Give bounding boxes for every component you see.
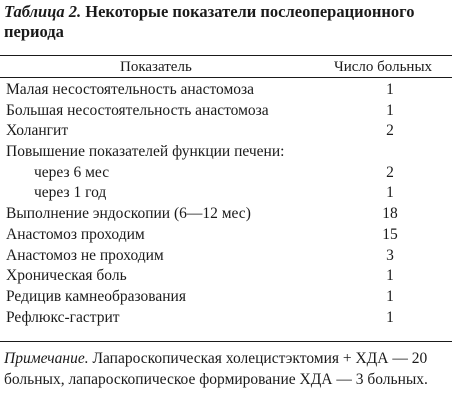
caption-label: Таблица 2. [4, 2, 82, 21]
row-count: 1 [386, 184, 394, 202]
table-row [0, 225, 452, 246]
table-row [0, 204, 452, 225]
header-count: Число больных [334, 59, 433, 75]
table-row [0, 121, 452, 142]
table-note [4, 348, 456, 390]
row-indicator: Малая несостоятельность анастомоза [6, 81, 255, 98]
row-count: 1 [386, 101, 394, 119]
row-count: 2 [386, 122, 394, 140]
row-indicator: Большая несостоятельность анастомоза [6, 101, 269, 119]
row-indicator: Выполнение эндоскопии (6—12 мес) [6, 205, 251, 223]
row-indicator: через 6 мес [34, 163, 110, 181]
note-line-1 [4, 348, 456, 369]
caption-title-line-1: Некоторые показатели послеоперационного [85, 2, 415, 21]
table-caption [4, 2, 456, 42]
row-count: 3 [386, 246, 394, 264]
row-count: 1 [386, 81, 394, 98]
note-text-line-1: Лапароскопическая холецистэктомия + ХДА — 20 [92, 350, 428, 367]
row-indicator: Анастомоз проходим [6, 225, 145, 243]
note-label: Примечание. [4, 350, 89, 367]
row-indicator: Холангит [6, 122, 69, 140]
row-count: 1 [386, 267, 394, 285]
table-row [0, 287, 452, 308]
table-header-rule [0, 77, 452, 78]
row-indicator: Анастомоз не проходим [6, 246, 164, 264]
row-indicator: Хроническая боль [6, 267, 127, 285]
row-count: 18 [382, 205, 398, 223]
table-row [0, 101, 452, 122]
row-count: 1 [386, 308, 394, 326]
row-count: 15 [382, 225, 398, 243]
caption-title-line-2: периода [4, 22, 64, 41]
table-top-rule [0, 55, 452, 56]
row-indicator: Редицив камнеобразования [6, 287, 186, 305]
note-text-line-2: больных, лапароскопическое формирование ХДА — 3 больных. [4, 371, 428, 388]
row-indicator: Повышение показателей функции печени: [6, 143, 285, 161]
row-indicator: через 1 год [34, 184, 107, 202]
table-header-row [0, 58, 452, 76]
table-row [0, 246, 452, 267]
caption-line-1 [4, 2, 456, 22]
table-row [0, 308, 452, 329]
header-indicator: Показатель [120, 59, 192, 75]
table-row [0, 183, 452, 204]
row-count: 1 [386, 287, 394, 305]
table-bottom-rule [0, 341, 452, 342]
table-row [0, 80, 452, 101]
row-indicator: Рефлюкс-гастрит [6, 308, 120, 326]
table-row [0, 266, 452, 287]
table-body [0, 80, 452, 328]
row-count: 2 [386, 163, 394, 181]
table-row [0, 142, 452, 163]
table-row [0, 163, 452, 184]
